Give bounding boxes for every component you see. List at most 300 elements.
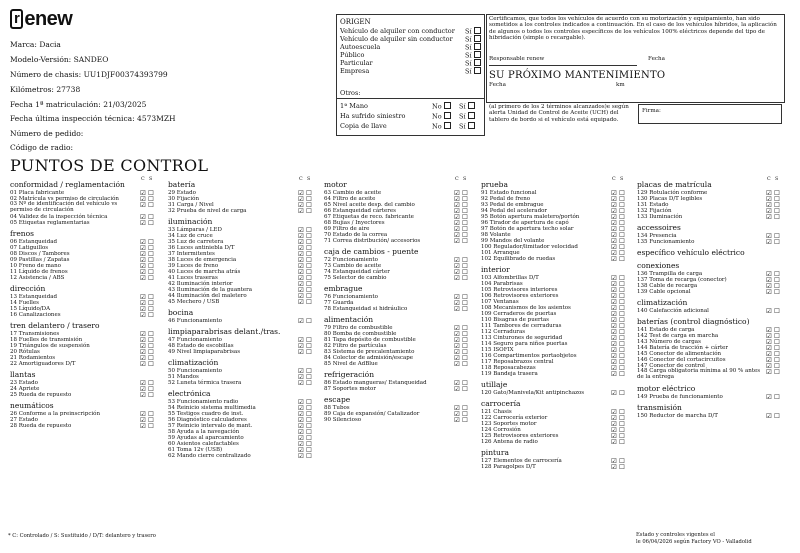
check-box[interactable]: ☐ (148, 200, 154, 209)
check-box[interactable]: ☑ (298, 335, 304, 344)
check-box[interactable]: ☐ (148, 409, 154, 418)
check-box[interactable]: ☑ (611, 327, 617, 336)
check-box[interactable]: ☑ (454, 298, 460, 307)
check-box[interactable]: ☑ (611, 297, 617, 306)
check-box[interactable]: ☐ (462, 329, 468, 338)
check-box[interactable]: ☐ (774, 367, 780, 376)
check-box[interactable]: ☐ (306, 347, 312, 356)
check-box[interactable]: ☐ (148, 310, 154, 319)
check-box[interactable]: ☐ (619, 297, 625, 306)
check-box[interactable]: ☐ (774, 200, 780, 209)
check-box[interactable]: ☑ (298, 445, 304, 454)
check-box[interactable]: ☐ (148, 341, 154, 350)
check-box[interactable]: ☑ (140, 341, 146, 350)
check-box[interactable]: ☐ (148, 415, 154, 424)
check-box[interactable]: ☐ (306, 231, 312, 240)
check-box[interactable]: ☐ (619, 369, 625, 378)
check-box[interactable]: ☑ (766, 188, 772, 197)
check-box[interactable]: ☑ (454, 415, 460, 424)
check-box[interactable]: ☑ (140, 194, 146, 203)
check-box[interactable]: ☐ (619, 291, 625, 300)
check-box[interactable]: ☑ (298, 194, 304, 203)
check-box[interactable]: ☐ (462, 188, 468, 197)
check-box[interactable]: ☐ (619, 321, 625, 330)
check-box[interactable]: ☑ (611, 303, 617, 312)
check-box[interactable]: ☐ (148, 218, 154, 227)
check-box[interactable]: ☐ (462, 267, 468, 276)
check-box[interactable]: ☑ (766, 194, 772, 203)
check-box[interactable]: ☐ (306, 421, 312, 430)
check-box[interactable]: ☐ (148, 378, 154, 387)
check-box[interactable]: ☑ (766, 349, 772, 358)
check-box[interactable]: ☐ (774, 188, 780, 197)
check-box[interactable]: ☐ (462, 359, 468, 368)
check-box[interactable]: ☑ (766, 237, 772, 246)
check-box[interactable]: ☐ (462, 323, 468, 332)
check-box[interactable]: ☑ (454, 341, 460, 350)
check-box[interactable]: ☐ (462, 403, 468, 412)
check-box[interactable]: ☑ (140, 390, 146, 399)
check-box[interactable]: ☐ (619, 351, 625, 360)
check-box[interactable]: ☑ (766, 325, 772, 334)
check-box[interactable]: ☑ (766, 206, 772, 215)
check-box[interactable]: ☑ (454, 267, 460, 276)
check-box[interactable]: ☑ (766, 200, 772, 209)
check-box[interactable]: ☐ (306, 433, 312, 442)
check-box[interactable]: ☑ (611, 425, 617, 434)
check-box[interactable]: ☑ (140, 421, 146, 430)
check-box[interactable]: ☑ (454, 255, 460, 264)
check-box[interactable]: ☐ (148, 421, 154, 430)
check-box[interactable]: ☐ (148, 188, 154, 197)
check-box[interactable]: ☐ (619, 248, 625, 257)
check-box[interactable]: ☐ (306, 200, 312, 209)
check-box[interactable]: ☐ (462, 236, 468, 245)
check-box[interactable]: ☑ (766, 231, 772, 240)
check-box[interactable]: ☑ (611, 200, 617, 209)
check-box[interactable]: ☐ (306, 427, 312, 436)
check-box[interactable]: ☑ (611, 218, 617, 227)
check-box[interactable]: ☐ (774, 306, 780, 315)
check-box[interactable]: ☑ (298, 279, 304, 288)
check-box[interactable]: ☑ (454, 378, 460, 387)
check-box[interactable]: ☐ (148, 298, 154, 307)
check-box[interactable]: ☑ (298, 261, 304, 270)
check-box[interactable]: ☑ (611, 351, 617, 360)
check-box[interactable]: ☐ (774, 392, 780, 401)
check-box[interactable]: ☐ (462, 206, 468, 215)
check-box[interactable]: ☐ (462, 212, 468, 221)
check-box[interactable]: ☑ (611, 456, 617, 465)
check-box[interactable]: ☑ (298, 316, 304, 325)
check-box[interactable]: ☑ (454, 194, 460, 203)
check-box[interactable]: ☐ (306, 279, 312, 288)
check-box[interactable]: ☑ (140, 335, 146, 344)
check-box[interactable]: ☑ (611, 413, 617, 422)
check-box[interactable]: ☐ (306, 341, 312, 350)
check-box[interactable]: ☐ (619, 254, 625, 263)
check-box[interactable]: ☑ (298, 372, 304, 381)
check-box[interactable]: ☑ (454, 335, 460, 344)
check-box[interactable]: ☐ (306, 372, 312, 381)
check-box[interactable]: ☑ (611, 407, 617, 416)
check-box[interactable]: ☐ (462, 218, 468, 227)
check-box[interactable]: ☐ (774, 411, 780, 420)
check-box[interactable]: ☐ (306, 316, 312, 325)
check-box[interactable]: ☑ (140, 378, 146, 387)
check-box[interactable]: ☑ (611, 230, 617, 239)
check-box[interactable]: ☑ (766, 343, 772, 352)
check-box[interactable]: ☐ (306, 451, 312, 460)
check-box[interactable]: ☐ (306, 366, 312, 375)
check-box[interactable]: ☑ (298, 273, 304, 282)
check-box[interactable]: ☐ (619, 413, 625, 422)
check-box[interactable]: ☐ (619, 236, 625, 245)
check-box[interactable]: ☑ (454, 329, 460, 338)
check-box[interactable]: ☐ (619, 345, 625, 354)
check-box[interactable]: ☐ (462, 224, 468, 233)
check-box[interactable]: ☐ (148, 304, 154, 313)
check-box[interactable]: ☐ (619, 425, 625, 434)
check-box[interactable]: ☑ (140, 292, 146, 301)
check-box[interactable]: ☑ (298, 421, 304, 430)
check-box[interactable]: ☐ (148, 267, 154, 276)
check-box[interactable]: ☑ (298, 433, 304, 442)
check-box[interactable]: ☐ (306, 188, 312, 197)
yn-row-no[interactable]: No (432, 122, 451, 131)
check-box[interactable]: ☐ (306, 267, 312, 276)
check-box[interactable]: ☐ (306, 397, 312, 406)
check-box[interactable]: ☑ (766, 355, 772, 364)
check-box[interactable]: ☑ (611, 273, 617, 282)
check-box[interactable]: ☑ (140, 359, 146, 368)
check-box[interactable]: ☐ (306, 225, 312, 234)
check-box[interactable]: ☑ (298, 427, 304, 436)
check-box[interactable]: ☑ (298, 225, 304, 234)
check-box[interactable]: ☐ (462, 230, 468, 239)
check-box[interactable]: ☐ (462, 194, 468, 203)
check-box[interactable]: ☐ (306, 445, 312, 454)
check-box[interactable]: ☐ (462, 298, 468, 307)
check-box[interactable]: ☑ (611, 357, 617, 366)
check-box[interactable]: ☑ (766, 331, 772, 340)
check-box[interactable]: ☑ (611, 212, 617, 221)
check-box[interactable]: ☐ (774, 206, 780, 215)
check-box[interactable]: ☐ (306, 285, 312, 294)
check-box[interactable]: ☐ (148, 292, 154, 301)
check-box[interactable]: ☑ (140, 353, 146, 362)
check-box[interactable]: ☐ (148, 243, 154, 252)
check-box[interactable]: ☐ (306, 297, 312, 306)
check-box[interactable]: ☑ (140, 255, 146, 264)
check-box[interactable]: ☑ (140, 409, 146, 418)
check-box[interactable]: ☑ (298, 347, 304, 356)
check-box[interactable]: ☑ (140, 218, 146, 227)
check-box[interactable]: ☐ (462, 353, 468, 362)
check-box[interactable]: ☐ (148, 273, 154, 282)
check-box[interactable]: ☑ (454, 230, 460, 239)
check-box[interactable]: ☐ (774, 331, 780, 340)
origen-row-si[interactable]: Sí (465, 59, 481, 68)
check-box[interactable]: ☑ (298, 206, 304, 215)
check-box[interactable]: ☑ (766, 367, 772, 376)
origen-row-si[interactable]: Sí (465, 35, 481, 44)
check-box[interactable]: ☐ (619, 303, 625, 312)
check-box[interactable]: ☐ (306, 415, 312, 424)
check-box[interactable]: ☑ (611, 224, 617, 233)
check-box[interactable]: ☐ (619, 206, 625, 215)
check-box[interactable]: ☐ (148, 249, 154, 258)
check-box[interactable]: ☑ (454, 212, 460, 221)
check-box[interactable]: ☐ (774, 237, 780, 246)
check-box[interactable]: ☐ (462, 378, 468, 387)
check-box[interactable]: ☑ (298, 249, 304, 258)
check-box[interactable]: ☑ (298, 237, 304, 246)
check-box[interactable]: ☑ (611, 437, 617, 446)
check-box[interactable]: ☑ (140, 273, 146, 282)
check-box[interactable]: ☐ (619, 419, 625, 428)
check-box[interactable]: ☑ (140, 188, 146, 197)
check-box[interactable]: ☑ (454, 188, 460, 197)
yn-row-no[interactable]: No (432, 102, 451, 111)
origen-row-si[interactable]: Sí (465, 51, 481, 60)
check-box[interactable]: ☐ (619, 285, 625, 294)
check-box[interactable]: ☐ (619, 230, 625, 239)
check-box[interactable]: ☐ (774, 287, 780, 296)
check-box[interactable]: ☐ (306, 237, 312, 246)
check-box[interactable]: ☐ (148, 212, 154, 221)
check-box[interactable]: ☐ (619, 388, 625, 397)
check-box[interactable]: ☑ (454, 353, 460, 362)
check-box[interactable]: ☐ (306, 206, 312, 215)
check-box[interactable]: ☑ (140, 304, 146, 313)
check-box[interactable]: ☑ (298, 243, 304, 252)
check-box[interactable]: ☑ (140, 243, 146, 252)
check-box[interactable]: ☐ (619, 333, 625, 342)
check-box[interactable]: ☐ (619, 357, 625, 366)
check-box[interactable]: ☐ (306, 249, 312, 258)
check-box[interactable]: ☐ (462, 200, 468, 209)
check-box[interactable]: ☐ (774, 231, 780, 240)
check-box[interactable]: ☐ (462, 341, 468, 350)
check-box[interactable]: ☑ (298, 403, 304, 412)
check-box[interactable]: ☐ (774, 343, 780, 352)
check-box[interactable]: ☑ (140, 237, 146, 246)
check-box[interactable]: ☐ (619, 279, 625, 288)
check-box[interactable]: ☑ (140, 415, 146, 424)
check-box[interactable]: ☐ (148, 261, 154, 270)
check-box[interactable]: ☑ (611, 388, 617, 397)
check-box[interactable]: ☑ (298, 409, 304, 418)
check-box[interactable]: ☑ (298, 200, 304, 209)
check-box[interactable]: ☑ (298, 378, 304, 387)
check-box[interactable]: ☐ (619, 456, 625, 465)
check-box[interactable]: ☑ (298, 415, 304, 424)
check-box[interactable]: ☐ (619, 437, 625, 446)
check-box[interactable]: ☐ (148, 390, 154, 399)
check-box[interactable]: ☐ (148, 347, 154, 356)
check-box[interactable]: ☑ (454, 359, 460, 368)
check-box[interactable]: ☐ (148, 237, 154, 246)
check-box[interactable]: ☐ (774, 194, 780, 203)
check-box[interactable]: ☑ (611, 206, 617, 215)
check-box[interactable]: ☐ (462, 255, 468, 264)
check-box[interactable]: ☑ (454, 236, 460, 245)
check-box[interactable]: ☐ (774, 349, 780, 358)
check-box[interactable]: ☐ (619, 188, 625, 197)
check-box[interactable]: ☐ (306, 291, 312, 300)
check-box[interactable]: ☐ (619, 200, 625, 209)
check-box[interactable]: ☐ (462, 261, 468, 270)
check-box[interactable]: ☐ (462, 273, 468, 282)
check-box[interactable]: ☑ (611, 315, 617, 324)
check-box[interactable]: ☑ (611, 285, 617, 294)
check-box[interactable]: ☑ (140, 384, 146, 393)
check-box[interactable]: ☑ (611, 254, 617, 263)
check-box[interactable]: ☐ (619, 273, 625, 282)
check-box[interactable]: ☐ (306, 403, 312, 412)
check-box[interactable]: ☑ (766, 269, 772, 278)
check-box[interactable]: ☐ (306, 378, 312, 387)
check-box[interactable]: ☐ (619, 431, 625, 440)
check-box[interactable]: ☑ (611, 279, 617, 288)
check-box[interactable]: ☑ (766, 275, 772, 284)
check-box[interactable]: ☑ (611, 242, 617, 251)
check-box[interactable]: ☑ (766, 287, 772, 296)
check-box[interactable]: ☐ (148, 329, 154, 338)
check-box[interactable]: ☑ (454, 224, 460, 233)
check-box[interactable]: ☑ (611, 431, 617, 440)
check-box[interactable]: ☐ (619, 315, 625, 324)
check-box[interactable]: ☐ (462, 335, 468, 344)
check-box[interactable]: ☑ (766, 306, 772, 315)
check-box[interactable]: ☑ (611, 333, 617, 342)
origen-row-si[interactable]: Sí (465, 43, 481, 52)
check-box[interactable]: ☑ (611, 339, 617, 348)
check-box[interactable]: ☐ (619, 218, 625, 227)
check-box[interactable]: ☑ (766, 361, 772, 370)
check-box[interactable]: ☑ (298, 188, 304, 197)
yn-row-si[interactable]: Sí (459, 102, 475, 111)
check-box[interactable]: ☑ (298, 451, 304, 460)
check-box[interactable]: ☑ (766, 212, 772, 221)
check-box[interactable]: ☐ (148, 194, 154, 203)
check-box[interactable]: ☑ (454, 323, 460, 332)
origen-row-si[interactable]: Sí (465, 67, 481, 76)
check-box[interactable]: ☐ (619, 194, 625, 203)
check-box[interactable]: ☑ (140, 310, 146, 319)
check-box[interactable]: ☐ (619, 309, 625, 318)
check-box[interactable]: ☑ (140, 329, 146, 338)
check-box[interactable]: ☐ (619, 407, 625, 416)
check-box[interactable]: ☐ (148, 255, 154, 264)
check-box[interactable]: ☑ (298, 255, 304, 264)
check-box[interactable]: ☐ (774, 281, 780, 290)
check-box[interactable]: ☐ (619, 339, 625, 348)
check-box[interactable]: ☑ (454, 347, 460, 356)
check-box[interactable]: ☑ (454, 200, 460, 209)
check-box[interactable]: ☑ (454, 304, 460, 313)
check-box[interactable]: ☑ (298, 231, 304, 240)
check-box[interactable]: ☐ (306, 335, 312, 344)
check-box[interactable]: ☑ (766, 337, 772, 346)
check-box[interactable]: ☑ (611, 309, 617, 318)
check-box[interactable]: ☐ (462, 292, 468, 301)
check-box[interactable]: ☑ (454, 261, 460, 270)
check-box[interactable]: ☑ (611, 194, 617, 203)
check-box[interactable]: ☐ (774, 361, 780, 370)
check-box[interactable]: ☐ (462, 409, 468, 418)
check-box[interactable]: ☐ (774, 212, 780, 221)
check-box[interactable]: ☑ (298, 439, 304, 448)
check-box[interactable]: ☑ (298, 397, 304, 406)
check-box[interactable]: ☐ (774, 275, 780, 284)
check-box[interactable]: ☑ (454, 409, 460, 418)
check-box[interactable]: ☐ (619, 212, 625, 221)
check-box[interactable]: ☐ (306, 243, 312, 252)
check-box[interactable]: ☐ (619, 363, 625, 372)
check-box[interactable]: ☐ (462, 347, 468, 356)
yn-row-si[interactable]: Sí (459, 122, 475, 131)
check-box[interactable]: ☐ (306, 409, 312, 418)
check-box[interactable]: ☑ (298, 341, 304, 350)
check-box[interactable]: ☑ (766, 411, 772, 420)
check-box[interactable]: ☐ (774, 269, 780, 278)
check-box[interactable]: ☐ (774, 337, 780, 346)
check-box[interactable]: ☑ (611, 236, 617, 245)
check-box[interactable]: ☑ (454, 384, 460, 393)
check-box[interactable]: ☑ (611, 345, 617, 354)
yn-row-si[interactable]: Sí (459, 112, 475, 121)
check-box[interactable]: ☐ (306, 273, 312, 282)
check-box[interactable]: ☑ (140, 267, 146, 276)
check-box[interactable]: ☐ (306, 439, 312, 448)
check-box[interactable]: ☑ (298, 366, 304, 375)
check-box[interactable]: ☐ (148, 359, 154, 368)
yn-row-no[interactable]: No (432, 112, 451, 121)
check-box[interactable]: ☑ (454, 218, 460, 227)
check-box[interactable]: ☑ (298, 291, 304, 300)
check-box[interactable]: ☑ (611, 321, 617, 330)
check-box[interactable]: ☐ (619, 462, 625, 471)
check-box[interactable]: ☑ (140, 212, 146, 221)
check-box[interactable]: ☑ (611, 462, 617, 471)
check-box[interactable]: ☐ (148, 384, 154, 393)
check-box[interactable]: ☑ (611, 188, 617, 197)
check-box[interactable]: ☐ (306, 261, 312, 270)
check-box[interactable]: ☑ (611, 363, 617, 372)
check-box[interactable]: ☑ (140, 347, 146, 356)
check-box[interactable]: ☑ (766, 392, 772, 401)
check-box[interactable]: ☑ (298, 267, 304, 276)
check-box[interactable]: ☐ (619, 327, 625, 336)
check-box[interactable]: ☐ (462, 384, 468, 393)
check-box[interactable]: ☐ (148, 335, 154, 344)
check-box[interactable]: ☐ (462, 304, 468, 313)
check-box[interactable]: ☑ (454, 403, 460, 412)
check-box[interactable]: ☐ (148, 353, 154, 362)
check-box[interactable]: ☑ (140, 298, 146, 307)
check-box[interactable]: ☑ (611, 248, 617, 257)
check-box[interactable]: ☐ (619, 224, 625, 233)
check-box[interactable]: ☐ (306, 255, 312, 264)
check-box[interactable]: ☐ (619, 242, 625, 251)
check-box[interactable]: ☑ (298, 285, 304, 294)
check-box[interactable]: ☑ (611, 369, 617, 378)
check-box[interactable]: ☑ (454, 273, 460, 282)
check-box[interactable]: ☑ (140, 261, 146, 270)
check-box[interactable]: ☑ (766, 281, 772, 290)
